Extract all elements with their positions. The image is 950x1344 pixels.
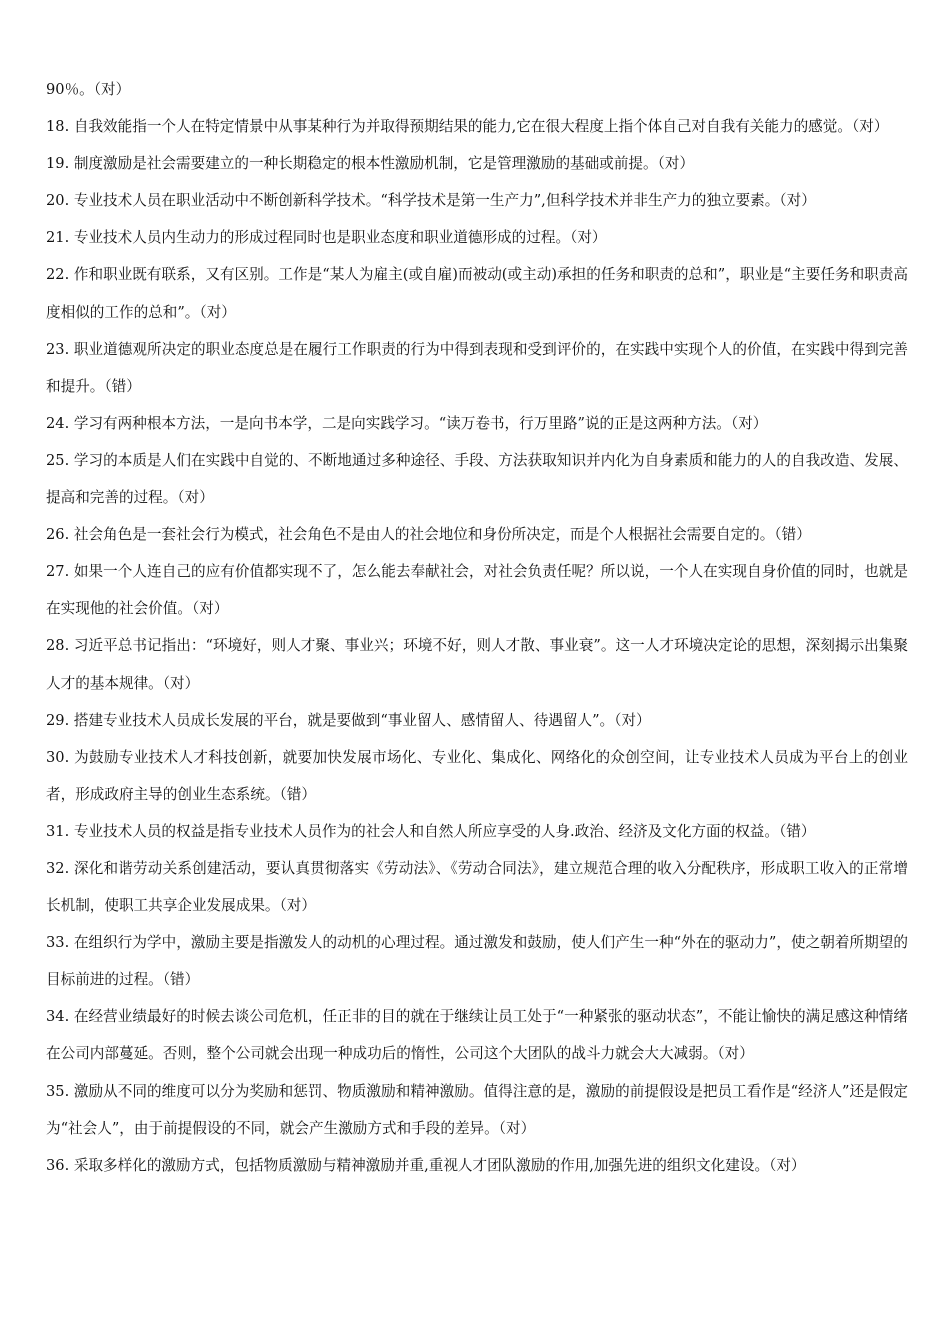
question-item: 22. 作和职业既有联系，又有区别。工作是“某人为雇主(或自雇)而被动(或主动)承担的任务和职责的总和”，职业是“主要任务和职责高度相似的工作的总和”。（对） — [46, 266, 908, 321]
question-item: 27. 如果一个人连自己的应有价值都实现不了，怎么能去奉献社会，对社会负责任呢？所以说，一个人在实现自身价值的同时，也就是在实现他的社会价值。（对） — [46, 563, 908, 618]
question-item: 19. 制度激励是社会需要建立的一种长期稳定的根本性激励机制，它是管理激励的基础或前提。（对） — [46, 155, 695, 173]
question-item: 34. 在经营业绩最好的时候去谈公司危机，任正非的目的就在于继续让员工处于“一种紧张的驱动状态”，不能让愉快的满足感这种情绪在公司内部蔓延。否则，整个公司就会出现一种成功后的惰性，公司这个大团队的战斗力就会大大减弱。（对） — [46, 1008, 908, 1063]
question-item: 18. 自我效能指一个人在特定情景中从事某种行为并取得预期结果的能力,它在很大程度上指个体自己对自我有关能力的感觉。（对） — [46, 118, 889, 136]
question-item: 30. 为鼓励专业技术人才科技创新，就要加快发展市场化、专业化、集成化、网络化的众创空间，让专业技术人员成为平台上的创业者，形成政府主导的创业生态系统。（错） — [46, 748, 908, 803]
question-item: 25. 学习的本质是人们在实践中自觉的、不断地通过多种途径、手段、方法获取知识并内化为自身素质和能力的人的自我改造、发展、提高和完善的过程。（对） — [46, 451, 908, 507]
question-item: 29. 搭建专业技术人员成长发展的平台，就是要做到“事业留人、感情留人、待遇留人”。（对） — [46, 711, 651, 729]
question-item: 24. 学习有两种根本方法，一是向书本学，二是向实践学习。“读万卷书，行万里路”说的正是这两种方法。（对） — [46, 414, 768, 432]
question-item: 32. 深化和谐劳动关系创建活动，要认真贯彻落实《劳动法》、《劳动合同法》，建立规范合理的收入分配秩序，形成职工收入的正常增长机制，使职工共享企业发展成果。（对） — [46, 859, 908, 915]
question-item: 28. 习近平总书记指出：“环境好，则人才聚、事业兴；环境不好，则人才散、事业衰”。这一人才环境决定论的思想，深刻揭示出集聚人才的基本规律。（对） — [46, 637, 908, 692]
question-item: 36. 采取多样化的激励方式，包括物质激励与精神激励并重,重视人才团队激励的作用,加强先进的组织文化建设。（对） — [46, 1156, 806, 1174]
question-item: 90％。（对） — [46, 81, 131, 98]
question-item: 20. 专业技术人员在职业活动中不断创新科学技术。“科学技术是第一生产力”,但科学技术并非生产力的独立要素。（对） — [46, 192, 816, 210]
question-item: 31. 专业技术人员的权益是指专业技术人员作为的社会人和自然人所应享受的人身.政治、经济及文化方面的权益。（错） — [46, 822, 816, 840]
question-item: 33. 在组织行为学中，激励主要是指激发人的动机的心理过程。通过激发和鼓励，使人们产生一种“外在的驱动力”，使之朝着所期望的目标前进的过程。（错） — [46, 934, 908, 989]
question-item: 23. 职业道德观所决定的职业态度总是在履行工作职责的行为中得到表现和受到评价的，在实践中实现个人的价值，在实践中得到完善和提升。（错） — [46, 340, 908, 395]
question-item: 26. 社会角色是一套社会行为模式，社会角色不是由人的社会地位和身份所决定，而是个人根据社会需要自定的。（错） — [46, 526, 811, 544]
document-page — [46, 71, 908, 1184]
question-item: 21. 专业技术人员内生动力的形成过程同时也是职业态度和职业道德形成的过程。（对） — [46, 229, 607, 247]
question-item: 35. 激励从不同的维度可以分为奖励和惩罚、物质激励和精神激励。值得注意的是，激励的前提假设是把员工看作是“经济人”还是假定为“社会人”，由于前提假设的不同，就会产生激励方式和手段的差异。（对） — [46, 1082, 908, 1137]
